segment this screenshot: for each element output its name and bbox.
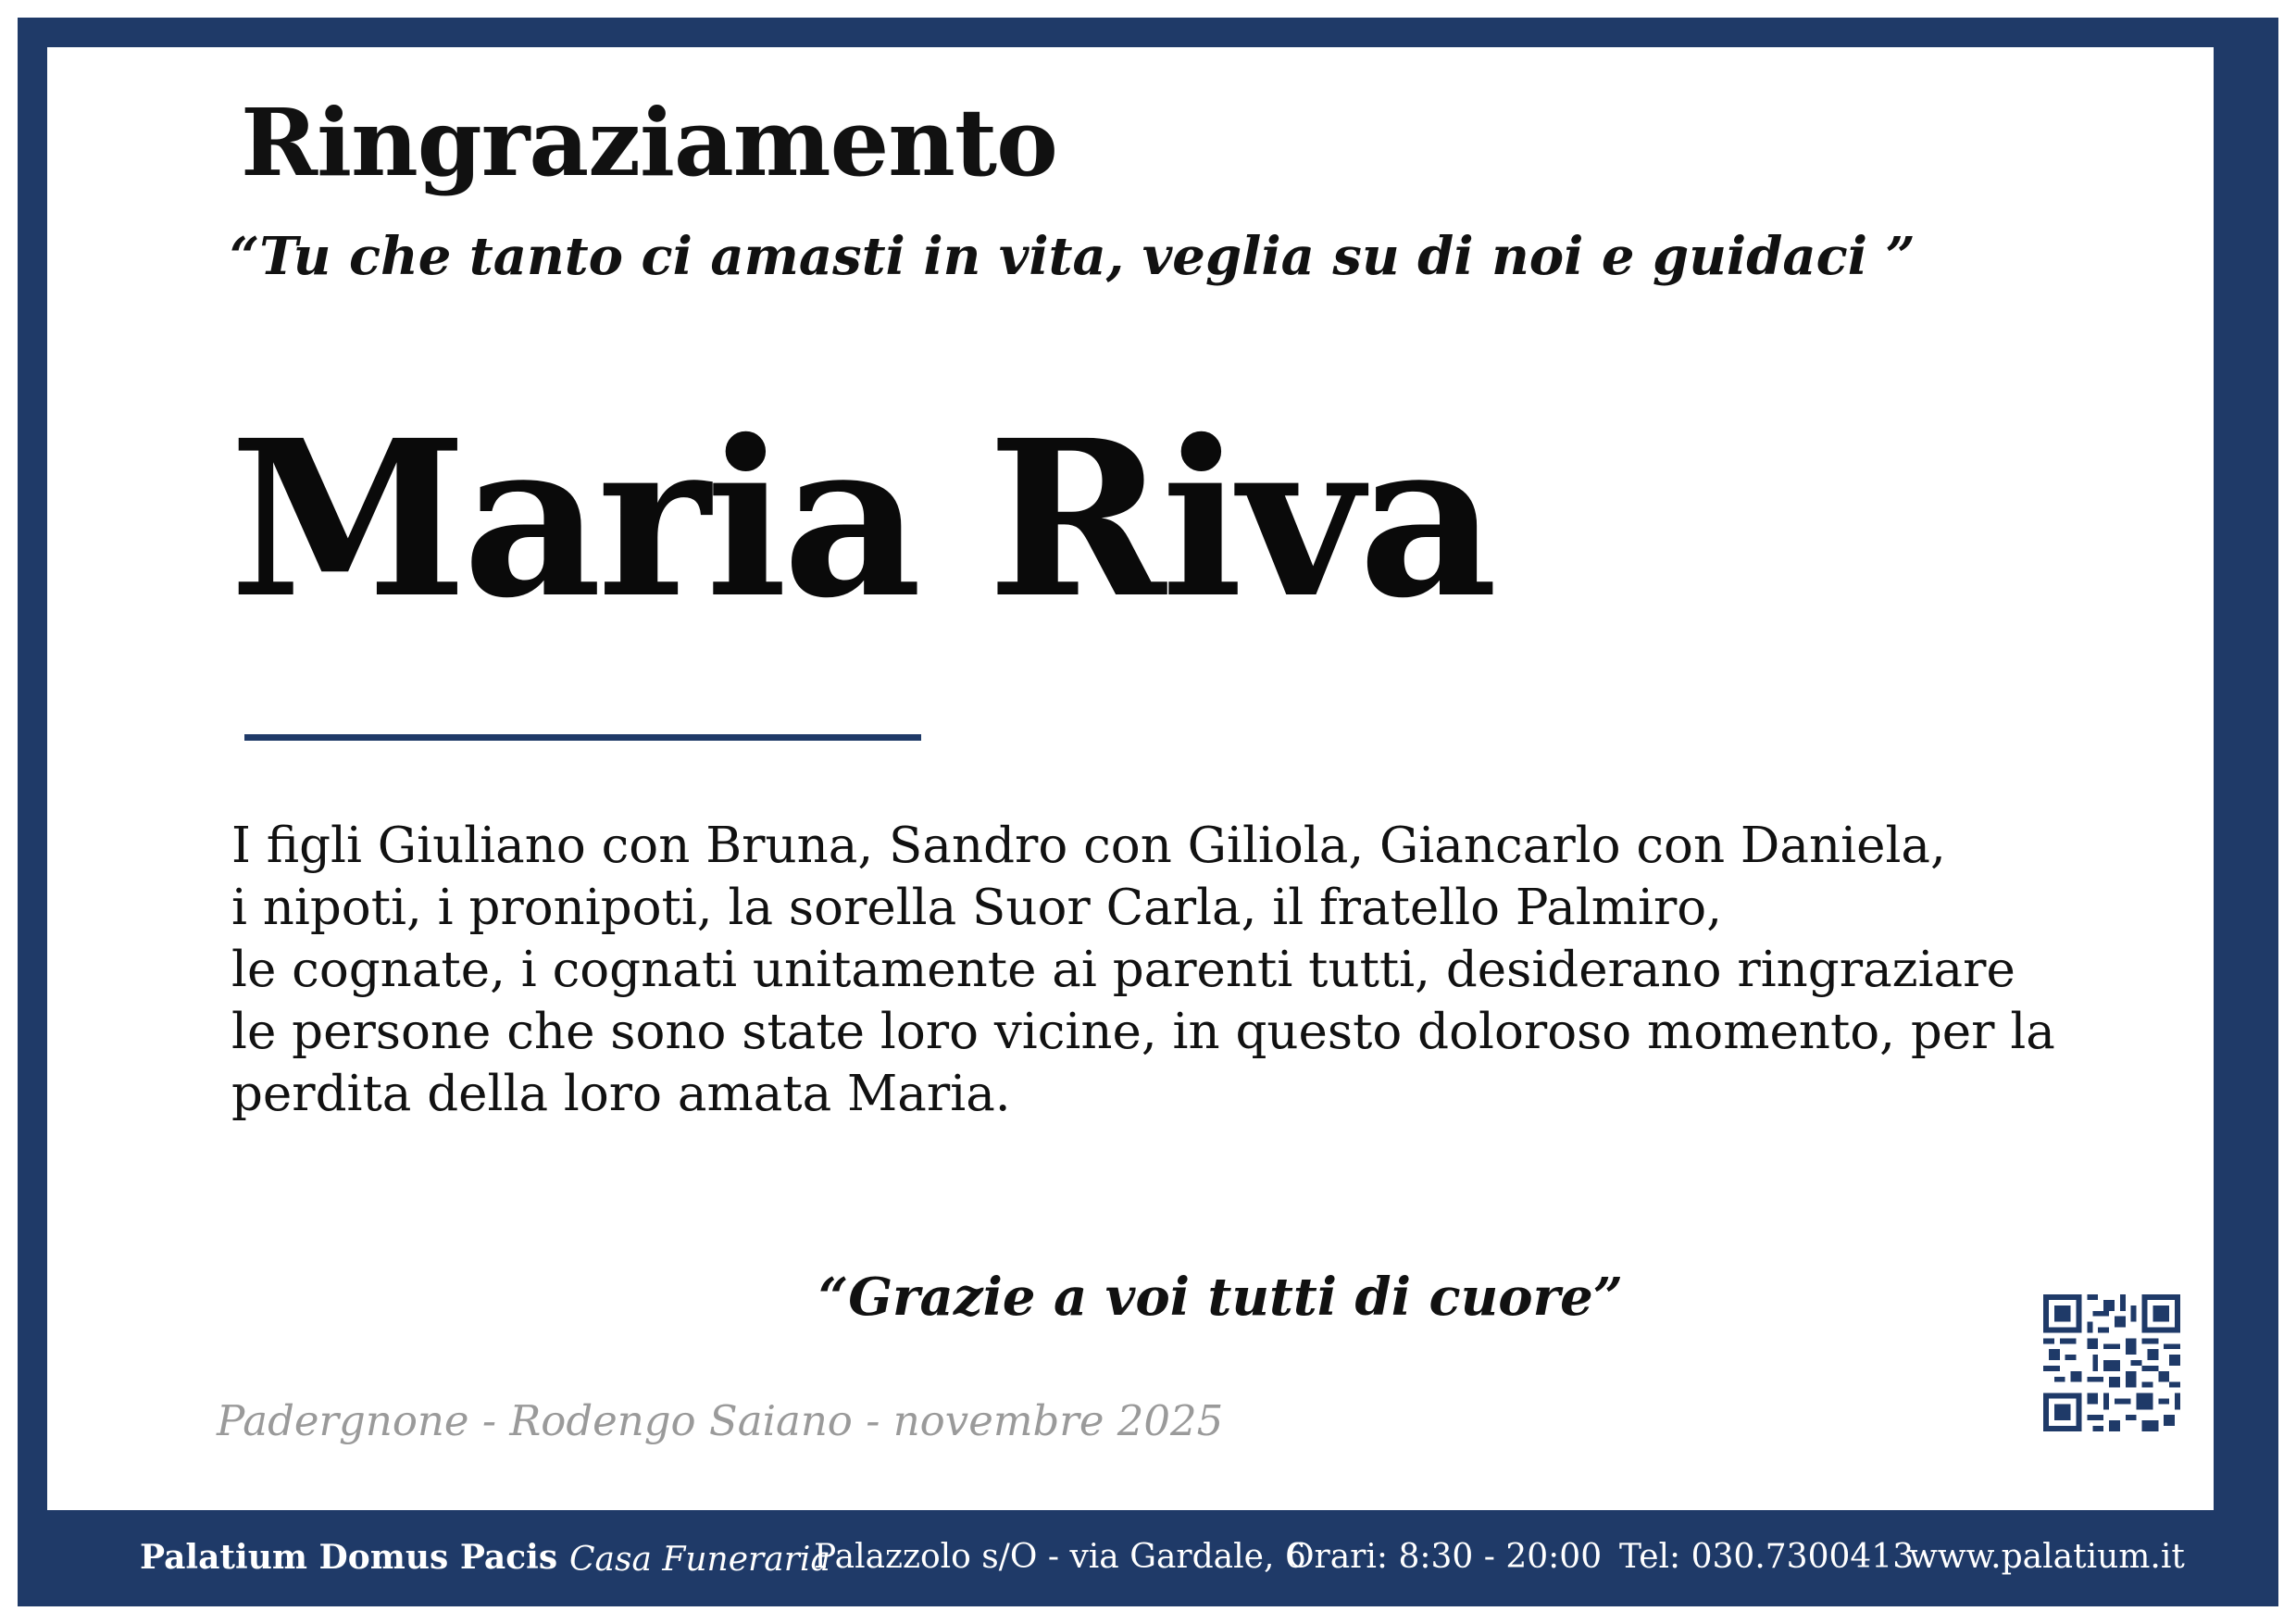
message-line: le cognate, i cognati unitamente ai parenti tutti, desiderano ringraziare — [231, 942, 2015, 998]
message-line: le persone che sono state loro vicine, in questo doloroso momento, per la — [231, 1004, 2055, 1060]
opening-hours: Orari: 8:30 - 20:00 — [1287, 1538, 1603, 1576]
footer-bar — [18, 1510, 2278, 1606]
memorial-quote: “Tu che tanto ci amasti in vita, veglia su di noi e guidaci ” — [230, 226, 1915, 287]
closing-quote: “Grazie a voi tutti di cuore” — [818, 1267, 1623, 1328]
notice-title: Ringraziamento — [241, 88, 1057, 197]
website-link[interactable]: www.palatium.it — [1909, 1538, 2185, 1576]
message-line: i nipoti, i pronipoti, la sorella Suor Carla, il fratello Palmiro, — [231, 880, 1723, 936]
message-line: I figli Giuliano con Bruna, Sandro con Giliola, Giancarlo con Daniela, — [231, 818, 1946, 874]
company-name: Palatium Domus Pacis — [140, 1538, 558, 1577]
company-address: Palazzolo s/O - via Gardale, 6 — [814, 1538, 1306, 1576]
title-divider — [244, 734, 921, 741]
place-and-date: Padergnone - Rodengo Saiano - novembre 2025 — [217, 1396, 1224, 1445]
message-line: perdita della loro amata Maria. — [231, 1066, 1011, 1122]
qr-code-icon[interactable] — [2043, 1294, 2180, 1431]
phone-number[interactable]: Tel: 030.7300413 — [1619, 1538, 1915, 1576]
deceased-name: Maria Riva — [230, 393, 1493, 645]
thank-you-message — [231, 815, 2083, 1125]
company-type: Casa Funeraria — [569, 1541, 830, 1579]
